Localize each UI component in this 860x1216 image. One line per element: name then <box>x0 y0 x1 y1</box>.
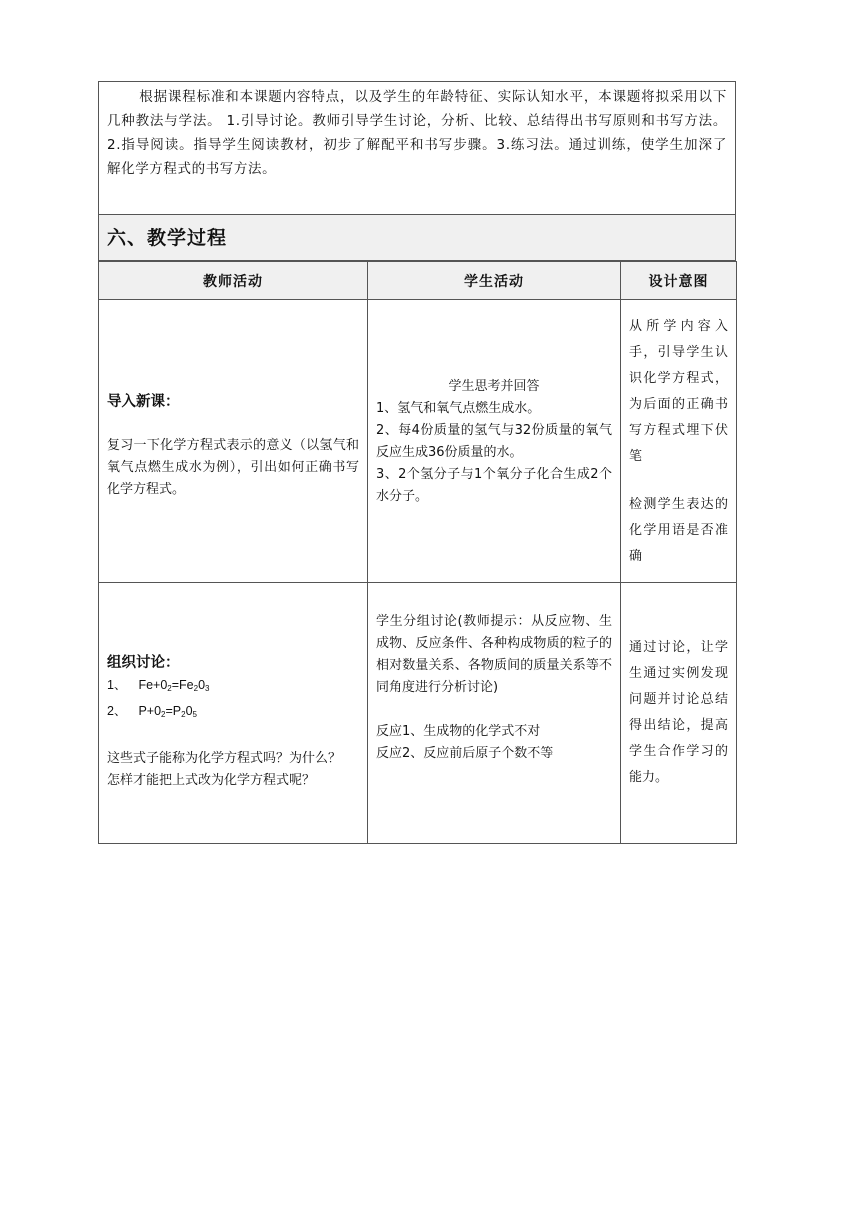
student-line: 2、每4份质量的氢气与32份质量的氧气反应生成36份质量的水。 <box>376 423 612 460</box>
teaching-process-table <box>98 261 737 844</box>
design-intent-cell <box>621 583 737 844</box>
header-student-activity: 学生活动 <box>368 262 621 300</box>
student-discussion-text: 学生分组讨论(教师提示：从反应物、生成物、反应条件、各种构成物质的粒子的相对数量关系、各物质间的质量关系等不同角度进行分析讨论) <box>376 614 612 695</box>
student-answer: 反应2、反应前后原子个数不等 <box>376 746 554 761</box>
table-row <box>99 300 737 583</box>
student-answer: 反应1、生成物的化学式不对 <box>376 724 541 739</box>
intent-text: 检测学生表达的化学用语是否准确 <box>629 497 728 564</box>
header-teacher-activity: 教师活动 <box>99 262 368 300</box>
section-title: 六、教学过程 <box>98 215 736 261</box>
teacher-activity-cell <box>99 300 368 583</box>
document-page <box>98 81 736 844</box>
student-activity-cell <box>368 300 621 583</box>
formula-1: 1、 $Fe+0_2=Fe_20_3$ <box>107 678 210 693</box>
intent-text: 从所学内容入手，引导学生认识化学方程式，为后面的正确书写方程式埋下伏笔 <box>629 319 728 464</box>
teaching-methods-text: 根据课程标准和本课题内容特点，以及学生的年龄特征、实际认知水平，本课题将拟采用以下几种教法与学法。 1.引导讨论。教师引导学生讨论，分析、比较、总结得出书写原则和书写方法。2.指导阅读。指导学生阅读教材，初步了解配平和书写步骤。3.练习法。通过训练，使学生加深了解化学方程式的书写方法。 <box>107 89 727 177</box>
student-line: 1、氢气和氧气点燃生成水。 <box>376 401 541 416</box>
intro-text: 复习一下化学方程式表示的意义（以氢气和氧气点燃生成水为例），引出如何正确书写化学方程式。 <box>107 438 359 497</box>
table-row <box>99 583 737 844</box>
teaching-methods-cell <box>98 81 736 215</box>
discussion-title: 组织讨论： <box>107 655 180 671</box>
teacher-activity-cell <box>99 583 368 844</box>
student-activity-cell <box>368 583 621 844</box>
header-design-intent: 设计意图 <box>621 262 737 300</box>
question-text: 这些式子能称为化学方程式吗？为什么？ <box>107 751 342 766</box>
intent-text: 通过讨论，让学生通过实例发现问题并讨论总结得出结论，提高学生合作学习的能力。 <box>629 640 728 785</box>
student-line: 3、2个氢分子与1个氧分子化合生成2个水分子。 <box>376 467 612 504</box>
intro-title: 导入新课： <box>107 394 180 410</box>
table-header-row <box>99 262 737 300</box>
student-heading: 学生思考并回答 <box>448 379 540 394</box>
design-intent-cell <box>621 300 737 583</box>
formula-2: 2、 $P+0_2=P_20_5$ <box>107 704 197 719</box>
question-text: 怎样才能把上式改为化学方程式呢？ <box>107 773 316 788</box>
